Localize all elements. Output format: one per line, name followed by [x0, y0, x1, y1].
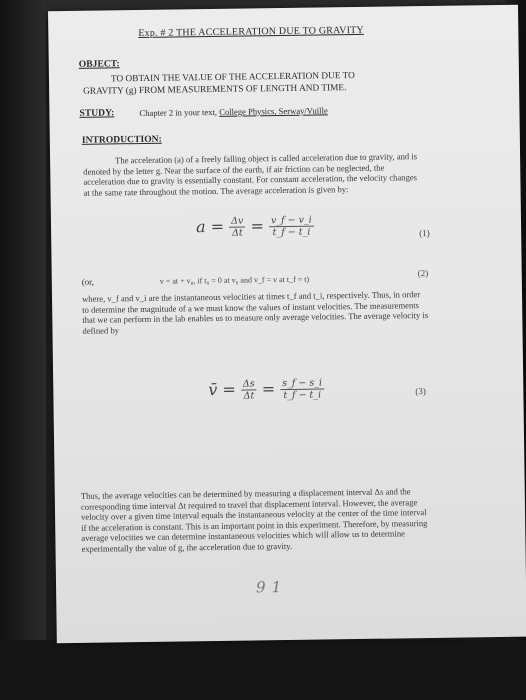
or-prefix: (or, — [81, 276, 94, 287]
eq1-fraction-velocity — [269, 215, 314, 239]
equation-2: v = at + v₀, if t₀ = 0 at v₀ and v_f = v at t_f = t) — [159, 274, 310, 286]
eq3-frac2-numerator: s_f − s_i — [280, 377, 324, 390]
equation-3-number: (3) — [415, 386, 426, 397]
eq3-fraction-position — [280, 377, 324, 401]
equation-3 — [208, 377, 324, 402]
study-text-prefix: Chapter 2 in your text, — [139, 106, 218, 119]
study-heading: STUDY: — [79, 107, 115, 119]
eq3-frac1-denominator: Δt — [243, 390, 255, 402]
object-text-line1: TO OBTAIN THE VALUE OF THE ACCELERATION DUE TO — [110, 71, 355, 85]
eq1-lhs: a = — [195, 216, 225, 237]
introduction-paragraph: The acceleration (a) of a freely falling object is called acceleration due to gravity, and is denoted by the letter g. Near the surface of the earth, if air friction can be neglected, the acceleration due to gravity is essentially constant. For constant acceleration, the velocity changes at the same rate throughout the motion. The average acceleration is given by: — [83, 151, 418, 198]
eq1-fraction-delta — [229, 216, 246, 239]
screen-bezel-left — [0, 0, 46, 700]
eq1-equals: = — [250, 216, 265, 236]
eq3-fraction-delta — [241, 378, 257, 401]
eq3-frac1-numerator: Δs — [241, 378, 257, 390]
eq1-frac2-numerator: v_f − v_i — [269, 215, 314, 228]
introduction-heading: INTRODUCTION: — [81, 133, 162, 146]
document-page — [48, 5, 526, 644]
eq3-lhs: v̄ = — [208, 379, 236, 400]
study-textbook-title: College Physics, Serway/Vuille — [219, 105, 328, 117]
eq1-frac1-numerator: Δv — [229, 216, 245, 228]
object-text-line2: GRAVITY (g) FROM MEASUREMENTS OF LENGTH AND TIME. — [83, 83, 347, 97]
background-bottom — [0, 640, 526, 700]
conclusion-paragraph: Thus, the average velocities can be determined by measuring a displacement interval Δs and the corresponding time interval Δt required to travel that displacement interval. However, the average velocity over a given time interval equals the instantaneous velocity at the center of the time interval if the acceleration is constant. This is an important point in this experiment. Therefore, by measuring average velocities we can determine instantaneous velocities which will allow us to determine experimentally the value of g, the acceleration due to gravity. — [80, 486, 428, 554]
eq1-frac1-denominator: Δt — [231, 227, 243, 239]
eq3-equals: = — [261, 379, 276, 399]
object-heading: OBJECT: — [78, 58, 120, 70]
handwritten-page-number: 91 — [255, 577, 288, 597]
where-paragraph: where, v_f and v_i are the instantaneous velocities at times t_f and t_i, respectively. Thus, in order to determine the magnitude of a we must know the values of instant velocities. The measurements that we can perform in the lab enables us to measure only average velocities. The average velocity is defined by — [81, 289, 429, 336]
eq1-frac2-denominator: t_f − t_i — [272, 226, 311, 239]
equation-2-number: (2) — [417, 267, 429, 279]
study-text — [139, 104, 327, 119]
equation-1 — [196, 215, 314, 240]
eq3-frac2-denominator: t_f − t_i — [283, 389, 322, 402]
page-title: Exp. # 2 THE ACCELERATION DUE TO GRAVITY — [138, 24, 364, 40]
equation-1-number: (1) — [419, 227, 430, 239]
